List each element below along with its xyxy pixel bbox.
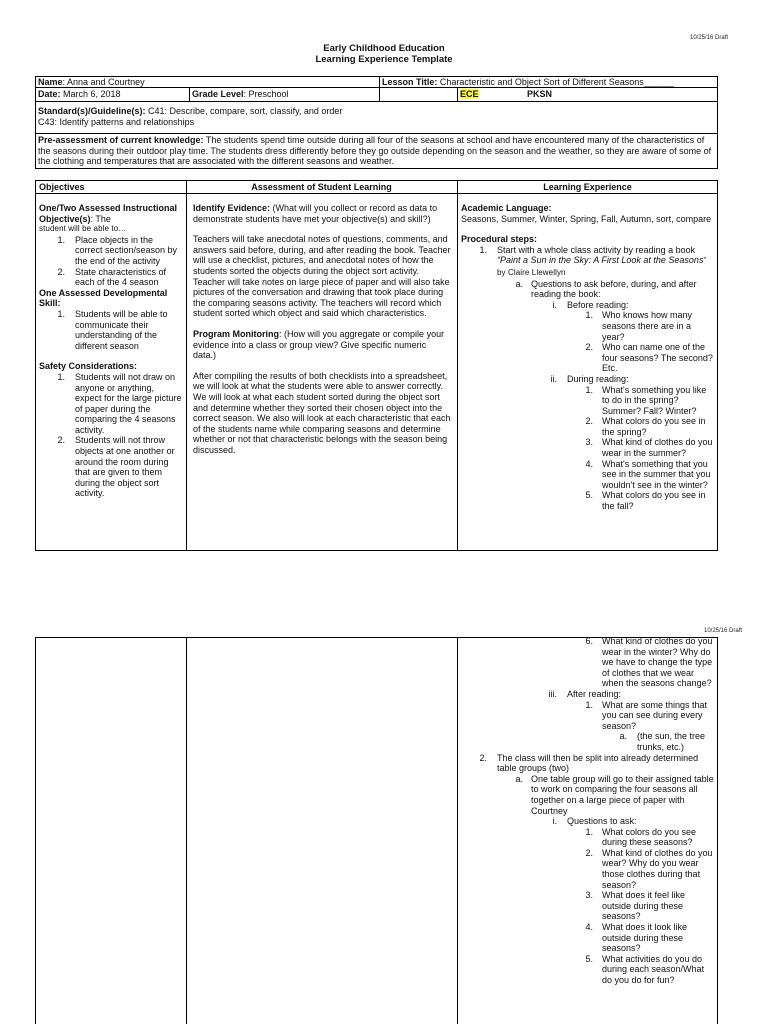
document-subtitle: Learning Experience Template [315,54,453,65]
evidence-text: Teachers will take anecdotal notes of questions, comments, and answers said before, during, and after reading the book. Teacher will use a checklist, pictures, and anecdotal notes of how the students sorted the objects during the object sort activity. Teacher will take notes on large piece of paper and will also take pictures of the conversation and drawing that took place during the comparing seasons activity. The teachers will record which student sorted which object and said which characteristics. [193,234,451,319]
objective-item: 2. State characteristics of each of the 4 season [57,266,167,288]
developmental-skill-heading: One Assessed Developmental Skill: [39,287,168,309]
question-item: 1. What are some things that you can see during every season? [585,699,708,731]
during-reading-label: ii. During reading: [550,373,629,384]
academic-language-heading: Academic Language: [461,203,552,213]
name-field: Name: Anna and Courtney [38,77,145,87]
academic-language-text: Seasons, Summer, Winter, Spring, Fall, Autumn, sort, compare [461,213,712,224]
question-subitem: a. (the sun, the tree trunks, etc.) [619,731,706,752]
question-item: 4. What does it look like outside during these seasons? [585,922,688,954]
after-reading-label: iii. After reading: [548,688,622,699]
question-item: 3. What kind of clothes do you wear in the summer? [585,437,713,459]
document-title: Early Childhood Education [323,43,445,54]
learning-column [461,203,714,512]
draft-label: 10/25/16 Draft [690,35,729,41]
ece-highlight: ECE [460,89,479,99]
objectives-lead: student will be able to… [39,224,127,234]
question-item: 5. What activities do you do during each season/What do you do for fun? [585,953,705,985]
column-header-assessment: Assessment of Student Learning [251,182,392,192]
questions-to-ask-label: i. Questions to ask: [552,816,637,827]
question-item: 5. What colors do you see in the fall? [585,490,706,512]
objectives-column [39,203,182,499]
developmental-skill-item: 1. Students will be able to communicate their understanding of the different season [57,308,168,351]
before-reading-label: i. Before reading: [552,299,629,310]
pksn-label: PKSN [527,89,553,99]
question-item: 4. What's something that you see in the summer that you wouldn't see in the winter? [585,458,711,490]
question-item: 6. What kind of clothes do you wear in the winter? Why do we have to change the type of clothes that we wear when the seasons change? [585,636,713,689]
column-header-objectives: Objectives [39,182,85,192]
instructional-objectives-heading: One/Two Assessed Instructional Objective(s): The [39,203,178,224]
evidence-prompt: Identify Evidence: (What will you collect or record as data to demonstrate students have met your objective(s) and skill?) [193,203,438,224]
question-item: 1. Who knows how many seasons there are in a year? [585,310,693,342]
draft-label-page-2: 10/25/16 Draft [704,628,743,634]
assessment-column [193,203,451,455]
safety-item: 2. Students will not throw objects at one another or around the room during that are given to them during the object sort activity. [57,435,175,499]
safety-item: 1. Students will not draw on anyone or anything, expect for the large picture of paper during the comparing the 4 seasons activity. [57,371,182,435]
objective-item: 1. Place objects in the correct section/season by the end of the activity [57,234,178,266]
procedural-step: 2. The class will then be split into already determined table groups (two) [479,752,699,774]
procedural-step: 1. Start with a whole class activity by reading a book “Paint a Sun in the Sky: A First Look at the Seasons” by Claire Llewellyn [479,244,707,277]
standards-field: Standard(s)/Guideline(s): C41: Describe, compare, sort, classify, and order C43: Identify patterns and relationships [38,106,343,127]
lesson-title-field: Lesson Title: Characteristic and Object Sort of Different Seasons______ [382,77,674,87]
grade-level-field: Grade Level: Preschool [192,89,289,99]
question-item: 2. What colors do you see in the spring? [585,416,706,437]
monitoring-text: After compiling the results of both checklists into a spreadsheet, we will look at what the students were able to answer correctly. We will look at what each student sorted during the object sort and determine whether they sorted their chosen object into the correct season. We also will look at each characteristic that each of the students name while comparing seasons and determine whether or not that characteristic belongs with the season being discussed. [193,370,451,455]
date-field: Date: March 6, 2018 [38,89,121,99]
question-item: 1. What's something you like to do in the spring? Summer? Fall? Winter? [585,384,707,416]
monitoring-prompt: Program Monitoring: (How will you aggregate or compile your evidence into a class or group view? Give specific numeric data.) [193,328,445,361]
procedural-substep: a. Questions to ask before, during, and after reading the book: [515,278,697,300]
preassessment-field: Pre-assessment of current knowledge: The students spend time outside during all four of the seasons at school and have encountered many of the characteristics of the seasons during their outdoor play time. The students dress differently before they go outside depending on the season and the weather, so they are aware of some of the clothing and temperatures that are associated with the different seasons and weather. [38,135,712,167]
column-header-learning: Learning Experience [543,182,632,192]
safety-heading: Safety Considerations: [39,361,138,372]
question-item: 1. What colors do you see during these seasons? [585,826,697,848]
procedural-steps-heading: Procedural steps: [461,234,538,245]
question-item: 3. What does it feel like outside during these seasons? [585,890,686,922]
procedural-substep: a. One table group will go to their assigned table to work on comparing the four seasons all together on a large piece of paper with Courtney [515,773,714,816]
question-item: 2. Who can name one of the four seasons? The second? Etc. [585,342,713,374]
question-item: 2. What kind of clothes do you wear? Why do you wear those clothes during that season? [585,847,713,890]
learning-column-continued [461,636,714,986]
